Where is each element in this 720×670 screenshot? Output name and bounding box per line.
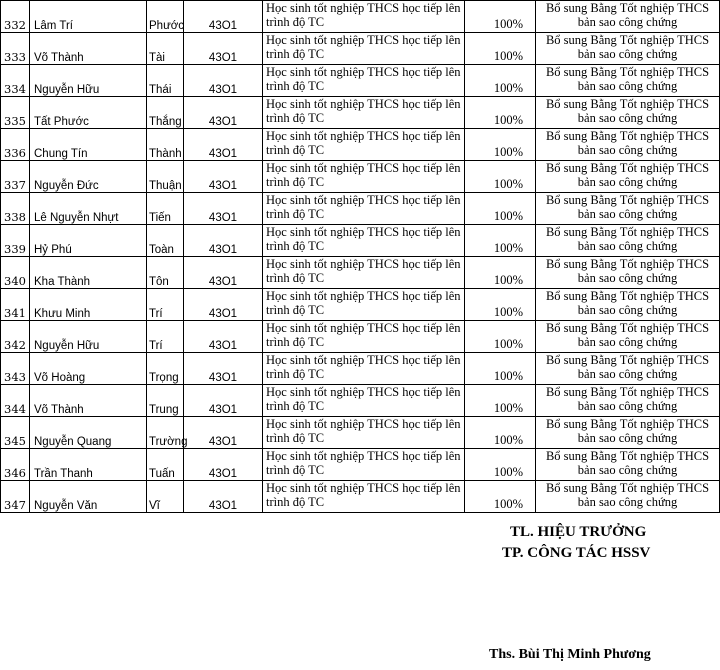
table-row [1,97,720,129]
last-middle-name-cell: Khưu Minh [30,289,147,321]
last-middle-name-cell: Nguyễn Hữu [30,65,147,97]
first-name-cell: Thành [147,129,184,161]
note-cell: Bổ sung Bằng Tốt nghiệp THCS bản sao công chứng [536,321,720,353]
student-category-cell: Học sinh tốt nghiệp THCS học tiếp lên trình độ TC [263,321,465,353]
table-row [1,417,720,449]
table-row [1,193,720,225]
student-category-cell: Học sinh tốt nghiệp THCS học tiếp lên trình độ TC [263,129,465,161]
first-name-cell: Tài [147,33,184,65]
row-number-cell: 344 [1,385,30,417]
first-name-cell: Tuấn [147,449,184,481]
percentage-cell: 100% [465,481,536,513]
note-cell: Bổ sung Bằng Tốt nghiệp THCS bản sao công chứng [536,481,720,513]
class-code-cell: 43O1 [184,417,263,449]
row-number-cell: 347 [1,481,30,513]
first-name-cell: Phước [147,1,184,33]
class-code-cell: 43O1 [184,321,263,353]
percentage-cell: 100% [465,97,536,129]
last-middle-name-cell: Chung Tín [30,129,147,161]
student-category-cell: Học sinh tốt nghiệp THCS học tiếp lên trình độ TC [263,289,465,321]
first-name-cell: Trí [147,289,184,321]
row-number-cell: 339 [1,225,30,257]
student-category-cell: Học sinh tốt nghiệp THCS học tiếp lên trình độ TC [263,481,465,513]
note-cell: Bổ sung Bằng Tốt nghiệp THCS bản sao công chứng [536,193,720,225]
row-number-cell: 343 [1,353,30,385]
last-middle-name-cell: Võ Hoàng [30,353,147,385]
student-category-cell: Học sinh tốt nghiệp THCS học tiếp lên trình độ TC [263,417,465,449]
table-row [1,225,720,257]
student-category-cell: Học sinh tốt nghiệp THCS học tiếp lên trình độ TC [263,353,465,385]
last-middle-name-cell: Lâm Trí [30,1,147,33]
signature-title-line1: TL. HIỆU TRƯỞNG [510,524,647,540]
note-cell: Bổ sung Bằng Tốt nghiệp THCS bản sao công chứng [536,225,720,257]
student-category-cell: Học sinh tốt nghiệp THCS học tiếp lên trình độ TC [263,33,465,65]
percentage-cell: 100% [465,33,536,65]
class-code-cell: 43O1 [184,481,263,513]
table-row [1,385,720,417]
percentage-cell: 100% [465,385,536,417]
first-name-cell: Tôn [147,257,184,289]
class-code-cell: 43O1 [184,193,263,225]
first-name-cell: Tiến [147,193,184,225]
last-middle-name-cell: Võ Thành [30,33,147,65]
row-number-cell: 338 [1,193,30,225]
class-code-cell: 43O1 [184,225,263,257]
percentage-cell: 100% [465,225,536,257]
student-table-body [1,1,720,513]
note-cell: Bổ sung Bằng Tốt nghiệp THCS bản sao công chứng [536,449,720,481]
table-row [1,65,720,97]
student-category-cell: Học sinh tốt nghiệp THCS học tiếp lên trình độ TC [263,161,465,193]
student-category-cell: Học sinh tốt nghiệp THCS học tiếp lên trình độ TC [263,225,465,257]
table-row [1,289,720,321]
row-number-cell: 341 [1,289,30,321]
note-cell: Bổ sung Bằng Tốt nghiệp THCS bản sao công chứng [536,33,720,65]
table-row [1,481,720,513]
row-number-cell: 346 [1,449,30,481]
first-name-cell: Trí [147,321,184,353]
last-middle-name-cell: Nguyễn Quang [30,417,147,449]
row-number-cell: 333 [1,33,30,65]
signature-title-line2: TP. CÔNG TÁC HSSV [502,545,651,561]
row-number-cell: 336 [1,129,30,161]
class-code-cell: 43O1 [184,449,263,481]
first-name-cell: Thắng [147,97,184,129]
first-name-cell: Trung [147,385,184,417]
note-cell: Bổ sung Bằng Tốt nghiệp THCS bản sao công chứng [536,161,720,193]
percentage-cell: 100% [465,289,536,321]
row-number-cell: 337 [1,161,30,193]
last-middle-name-cell: Nguyễn Văn [30,481,147,513]
percentage-cell: 100% [465,321,536,353]
note-cell: Bổ sung Bằng Tốt nghiệp THCS bản sao công chứng [536,1,720,33]
first-name-cell: Trọng [147,353,184,385]
class-code-cell: 43O1 [184,97,263,129]
class-code-cell: 43O1 [184,65,263,97]
class-code-cell: 43O1 [184,33,263,65]
class-code-cell: 43O1 [184,1,263,33]
note-cell: Bổ sung Bằng Tốt nghiệp THCS bản sao công chứng [536,385,720,417]
first-name-cell: Thái [147,65,184,97]
percentage-cell: 100% [465,65,536,97]
last-middle-name-cell: Hỷ Phú [30,225,147,257]
last-middle-name-cell: Nguyễn Hữu [30,321,147,353]
percentage-cell: 100% [465,353,536,385]
row-number-cell: 340 [1,257,30,289]
student-category-cell: Học sinh tốt nghiệp THCS học tiếp lên trình độ TC [263,97,465,129]
last-middle-name-cell: Kha Thành [30,257,147,289]
note-cell: Bổ sung Bằng Tốt nghiệp THCS bản sao công chứng [536,417,720,449]
class-code-cell: 43O1 [184,161,263,193]
student-category-cell: Học sinh tốt nghiệp THCS học tiếp lên trình độ TC [263,1,465,33]
last-middle-name-cell: Nguyễn Đức [30,161,147,193]
table-row [1,129,720,161]
row-number-cell: 342 [1,321,30,353]
student-category-cell: Học sinh tốt nghiệp THCS học tiếp lên trình độ TC [263,65,465,97]
table-row [1,161,720,193]
row-number-cell: 332 [1,1,30,33]
table-row [1,33,720,65]
student-category-cell: Học sinh tốt nghiệp THCS học tiếp lên trình độ TC [263,257,465,289]
class-code-cell: 43O1 [184,257,263,289]
class-code-cell: 43O1 [184,385,263,417]
first-name-cell: Vĩ [147,481,184,513]
student-category-cell: Học sinh tốt nghiệp THCS học tiếp lên trình độ TC [263,449,465,481]
class-code-cell: 43O1 [184,289,263,321]
percentage-cell: 100% [465,1,536,33]
first-name-cell: Thuận [147,161,184,193]
percentage-cell: 100% [465,449,536,481]
student-category-cell: Học sinh tốt nghiệp THCS học tiếp lên trình độ TC [263,385,465,417]
last-middle-name-cell: Trần Thanh [30,449,147,481]
note-cell: Bổ sung Bằng Tốt nghiệp THCS bản sao công chứng [536,97,720,129]
first-name-cell: Trường [147,417,184,449]
percentage-cell: 100% [465,417,536,449]
row-number-cell: 334 [1,65,30,97]
table-row [1,449,720,481]
note-cell: Bổ sung Bằng Tốt nghiệp THCS bản sao công chứng [536,65,720,97]
student-category-cell: Học sinh tốt nghiệp THCS học tiếp lên trình độ TC [263,193,465,225]
table-row [1,1,720,33]
table-row [1,353,720,385]
note-cell: Bổ sung Bằng Tốt nghiệp THCS bản sao công chứng [536,257,720,289]
first-name-cell: Toàn [147,225,184,257]
note-cell: Bổ sung Bằng Tốt nghiệp THCS bản sao công chứng [536,353,720,385]
signature-name: Ths. Bùi Thị Minh Phương [489,647,651,662]
last-middle-name-cell: Võ Thành [30,385,147,417]
row-number-cell: 345 [1,417,30,449]
percentage-cell: 100% [465,257,536,289]
percentage-cell: 100% [465,129,536,161]
class-code-cell: 43O1 [184,129,263,161]
note-cell: Bổ sung Bằng Tốt nghiệp THCS bản sao công chứng [536,289,720,321]
percentage-cell: 100% [465,193,536,225]
table-row [1,321,720,353]
last-middle-name-cell: Lê Nguyễn Nhựt [30,193,147,225]
row-number-cell: 335 [1,97,30,129]
table-row [1,257,720,289]
note-cell: Bổ sung Bằng Tốt nghiệp THCS bản sao công chứng [536,129,720,161]
class-code-cell: 43O1 [184,353,263,385]
percentage-cell: 100% [465,161,536,193]
last-middle-name-cell: Tất Phước [30,97,147,129]
